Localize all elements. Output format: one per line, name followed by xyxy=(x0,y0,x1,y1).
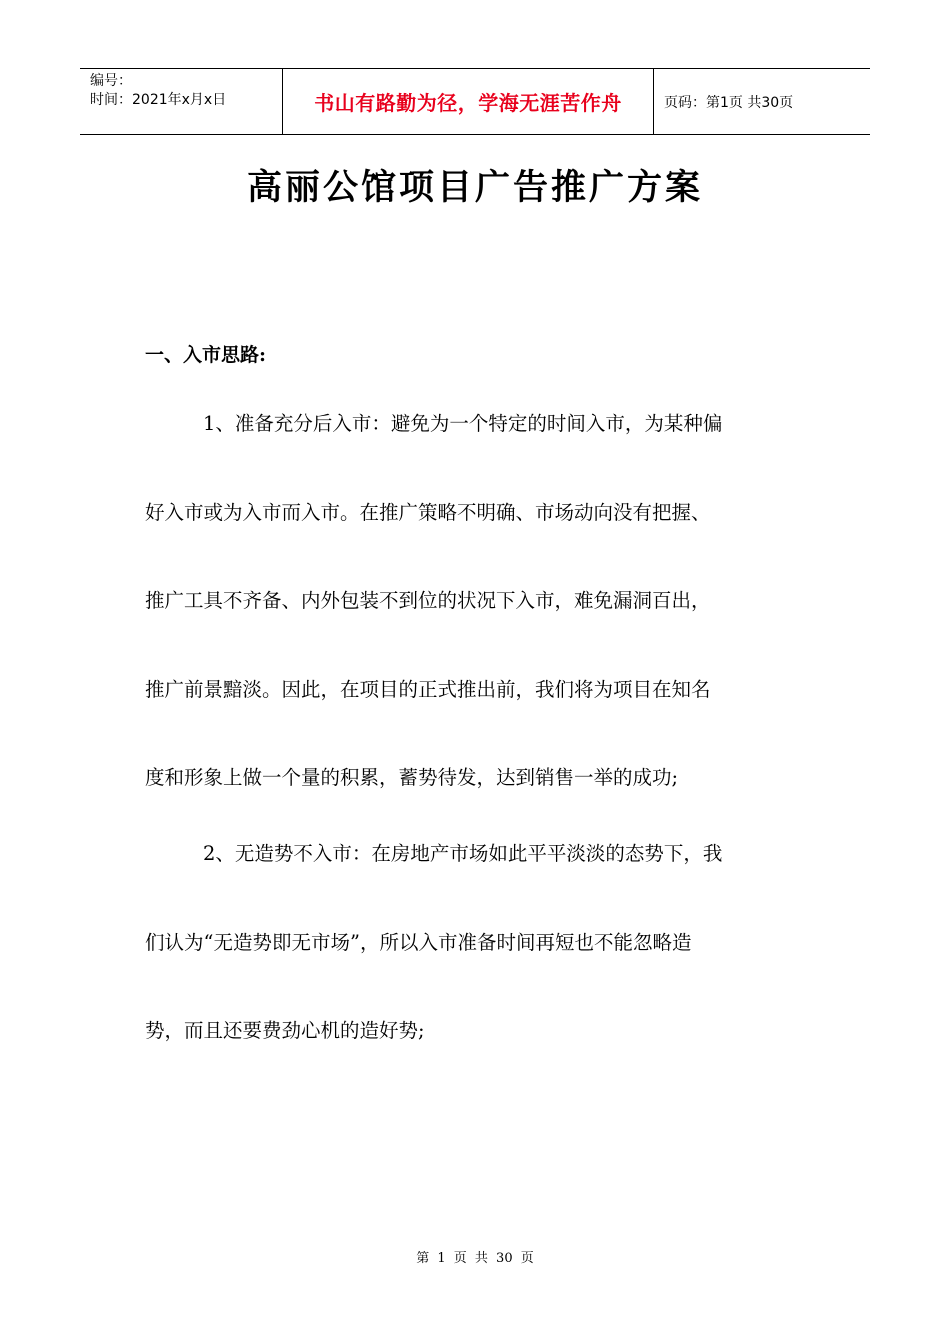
paragraph-line: 1、准备充分后入市：避免为一个特定的时间入市，为某种偏 xyxy=(203,412,723,435)
page-info: 页码：第1页 共30页 xyxy=(664,94,794,111)
paragraph-line: 2、无造势不入市：在房地产市场如此平平淡淡的态势下，我 xyxy=(203,842,723,865)
header-page-cell xyxy=(654,69,870,134)
motto-text: 书山有路勤为径，学海无涯苦作舟 xyxy=(314,91,622,115)
header-table xyxy=(80,68,870,135)
section-heading: 一、入市思路: xyxy=(145,344,267,366)
paragraph-line: 势，而且还要费劲心机的造好势; xyxy=(145,1019,425,1042)
paragraph-line: 推广工具不齐备、内外包装不到位的状况下入市，难免漏洞百出， xyxy=(145,589,711,612)
paragraph-2 xyxy=(145,810,805,1076)
number-label: 编号： xyxy=(90,73,132,89)
page-footer: 第 1 页 共 30 页 xyxy=(416,1251,534,1266)
document-title: 高丽公馆项目广告推广方案 xyxy=(246,167,703,208)
time-label: 时间：2021年x月x日 xyxy=(90,92,227,108)
paragraph-line: 推广前景黯淡。因此，在项目的正式推出前，我们将为项目在知名 xyxy=(145,677,711,701)
paragraph-line: 们认为“无造势即无市场”，所以入市准备时间再短也不能忽略造 xyxy=(145,930,692,954)
paragraph-1 xyxy=(145,380,805,823)
paragraph-line: 度和形象上做一个量的积累，蓄势待发，达到销售一举的成功; xyxy=(145,766,679,789)
header-meta-cell xyxy=(80,69,282,134)
paragraph-line: 好入市或为入市而入市。在推广策略不明确、市场动向没有把握、 xyxy=(145,500,711,524)
header-motto-cell xyxy=(282,69,654,134)
